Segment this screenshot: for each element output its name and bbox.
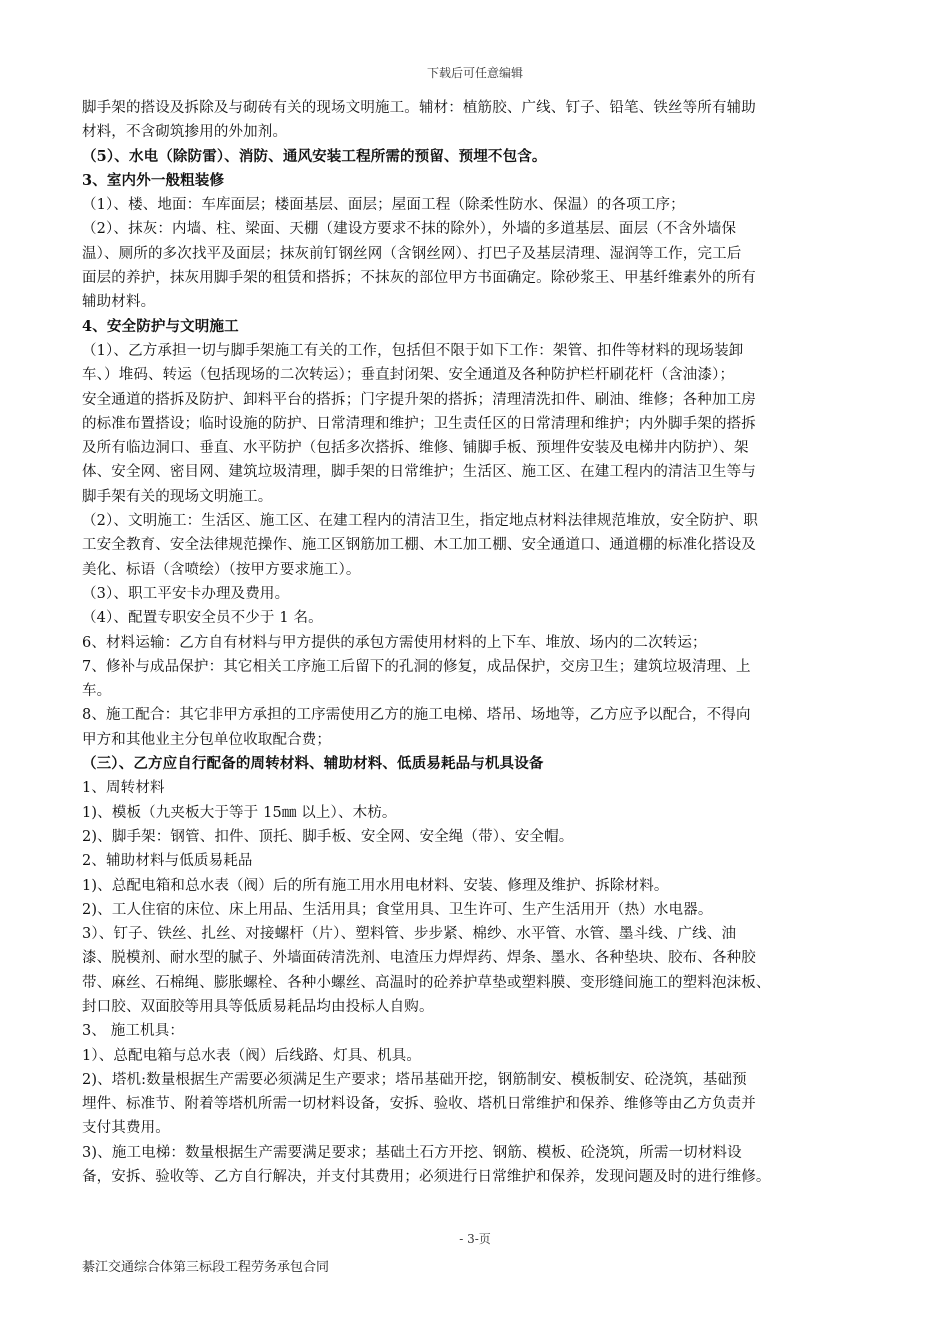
paragraph-line: 8、施工配合：其它非甲方承担的工序需使用乙方的施工电梯、塔吊、场地等，乙方应予以配合，不得向 — [82, 707, 751, 724]
paragraph-line: 1、周转材料 — [82, 780, 165, 797]
section-heading: 3、室内外一般粗装修 — [82, 171, 225, 189]
paragraph-line: 2)、脚手架：钢管、扣件、顶托、脚手板、安全网、安全绳（带）、安全帽。 — [82, 828, 574, 845]
paragraph-line: （2）、文明施工：生活区、施工区、在建工程内的清洁卫生，指定地点材料法律规范堆放，安全防护、职 — [82, 513, 759, 530]
paragraph-line: 2)、塔机:数量根据生产需要必须满足生产要求；塔吊基础开挖，钢筋制安、模板制安、砼浇筑，基础预 — [82, 1071, 747, 1088]
paragraph-line: 3、 施工机具： — [82, 1023, 185, 1040]
paragraph-line: 支付其费用。 — [82, 1120, 170, 1137]
paragraph-line: 辅助材料。 — [82, 294, 156, 311]
section-heading: 4、安全防护与文明施工 — [82, 317, 239, 335]
paragraph-line: 面层的养护，抹灰用脚手架的租赁和搭拆；不抹灰的部位甲方书面确定。除砂浆王、甲基纤维素外的所有 — [82, 270, 756, 287]
paragraph-line: 1）、总配电箱与总水表（阀）后线路、灯具、机具。 — [82, 1047, 422, 1064]
paragraph-line: 漆、脱模剂、耐水型的腻子、外墙面砖清洗剂、电渣压力焊焊药、焊条、墨水、各种垫块、胶布、各种胶 — [82, 950, 756, 967]
paragraph-line: （2）、抹灰：内墙、柱、梁面、天棚（建设方要求不抹的除外），外墙的多道基层、面层（不含外墙保 — [82, 221, 737, 238]
paragraph-line: 备，安拆、验收等、乙方自行解决，并支付其费用；必须进行日常维护和保养，发现问题及时的进行维修。 — [82, 1169, 771, 1186]
section-heading: （三）、乙方应自行配备的周转材料、辅助材料、低质易耗品与机具设备 — [82, 755, 544, 773]
paragraph-line: 及所有临边洞口、垂直、水平防护（包括多次搭拆、维修、铺脚手板、预埋件安装及电梯井内防护）、架 — [82, 440, 749, 457]
paragraph-line: 甲方和其他业主分包单位收取配合费； — [82, 731, 332, 748]
paragraph-line: 安全通道的搭拆及防护、卸料平台的搭拆；门字提升架的搭拆；清理清洗扣件、刷油、维修；各种加工房 — [82, 391, 756, 408]
paragraph-line: 带、麻丝、石棉绳、膨胀螺栓、各种小螺丝、高温时的砼养护草垫或塑料膜、变形缝间施工的塑料泡沫板、 — [82, 974, 771, 991]
paragraph-line: 材料，不含砌筑掺用的外加剂。 — [82, 124, 288, 141]
paragraph-line: （4）、配置专职安全员不少于 1 名。 — [82, 610, 323, 627]
paragraph-line: 1)、总配电箱和总水表（阀）后的所有施工用水用电材料、安装、修理及维护、拆除材料。 — [82, 877, 669, 894]
paragraph-line: 车。 — [82, 683, 112, 700]
paragraph-line: 3）、钉子、铁丝、扎丝、对接螺杆（片）、塑料管、步步紧、棉纱、水平管、水管、墨斗线、广线、油 — [82, 926, 737, 943]
paragraph-line: 封口胶、双面胶等用具等低质易耗品均由投标人自购。 — [82, 998, 434, 1015]
document-body — [82, 96, 872, 1189]
paragraph-line: 2)、工人住宿的床位、床上用品、生活用具；食堂用具、卫生许可、生产生活用开（热）水电器。 — [82, 901, 713, 918]
paragraph-line: 7、修补与成品保护：其它相关工序施工后留下的孔洞的修复，成品保护，交房卫生；建筑垃圾清理、上 — [82, 658, 751, 675]
paragraph-line: 车、）堆码、转运（包括现场的二次转运）；垂直封闭架、安全通道及各种防护栏杆刷花杆（含油漆）； — [82, 367, 735, 384]
paragraph-line: 1)、模板（九夹板大于等于 15㎜ 以上）、木枋。 — [82, 804, 397, 821]
paragraph-line: 工安全教育、安全法律规范操作、施工区钢筋加工棚、木工加工棚、安全通道口、通道棚的标准化搭设及 — [82, 537, 756, 554]
paragraph-line: 2、辅助材料与低质易耗品 — [82, 853, 253, 870]
paragraph-line: 脚手架的搭设及拆除及与砌砖有关的现场文明施工。辅材：植筋胶、广线、钉子、铅笔、铁丝等所有辅助 — [82, 100, 756, 116]
paragraph-line: 体、安全网、密目网、建筑垃圾清理，脚手架的日常维护；生活区、施工区、在建工程内的清洁卫生等与 — [82, 464, 756, 481]
paragraph-line: 脚手架有关的现场文明施工。 — [82, 488, 273, 505]
paragraph-line: 3)、施工电梯：数量根据生产需要满足要求；基础土石方开挖、钢筋、模板、砼浇筑，所需一切材料设 — [82, 1144, 742, 1161]
paragraph-line: 温）、厕所的多次找平及面层；抹灰前钉钢丝网（含钢丝网）、打巴子及基层清理、湿润等工作，完工后 — [82, 245, 742, 262]
paragraph-line: （3）、职工平安卡办理及费用。 — [82, 585, 290, 602]
section-heading: （5）、水电（除防雷）、消防、通风安装工程所需的预留、预埋不包含。 — [82, 147, 547, 165]
paragraph-line: （1）、楼、地面：车库面层；楼面基层、面层；屋面工程（除柔性防水、保温）的各项工序； — [82, 197, 685, 214]
paragraph-line: 6、材料运输：乙方自有材料与甲方提供的承包方需使用材料的上下车、堆放、场内的二次转运； — [82, 634, 707, 651]
paragraph-line: 美化、标语（含喷绘）（按甲方要求施工）。 — [82, 561, 361, 578]
page-number: - 3-页 — [459, 1232, 491, 1246]
footer-contract-title: 綦江交通综合体第三标段工程劳务承包合同 — [82, 1260, 330, 1275]
paragraph-line: 的标准布置搭设；临时设施的防护、日常清理和维护；卫生责任区的日常清理和维护；内外脚手架的搭拆 — [82, 415, 756, 432]
page-header: 下载后可任意编辑 — [426, 66, 523, 80]
paragraph-line: （1）、乙方承担一切与脚手架施工有关的工作，包括但不限于如下工作：架管、扣件等材料的现场装卸 — [82, 342, 744, 359]
paragraph-line: 埋件、标准节、附着等塔机所需一切材料设备，安拆、验收、塔机日常维护和保养、维修等由乙方负责并 — [82, 1096, 756, 1113]
